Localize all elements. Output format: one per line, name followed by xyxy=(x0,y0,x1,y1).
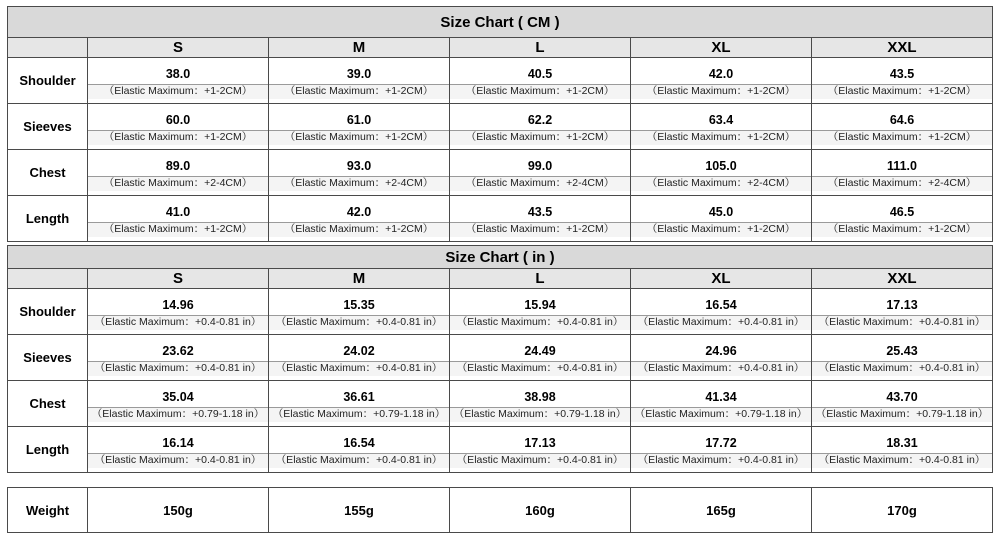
size-header-m: M xyxy=(269,269,450,289)
measurement-value: 38.0 xyxy=(165,66,191,81)
elastic-note: （Elastic Maximum：+1-2CM） xyxy=(269,222,449,237)
elastic-note: （Elastic Maximum：+0.4-0.81 in） xyxy=(812,315,992,330)
elastic-note: （Elastic Maximum：+0.4-0.81 in） xyxy=(631,361,811,376)
measurement-cell xyxy=(269,427,450,473)
measurement-value: 99.0 xyxy=(527,158,553,173)
elastic-note: （Elastic Maximum：+2-4CM） xyxy=(631,176,811,191)
row-label: Length xyxy=(8,427,88,473)
measurement-cell xyxy=(269,335,450,381)
measurement-cell xyxy=(269,196,450,242)
weight-label: Weight xyxy=(8,488,88,533)
elastic-note: （Elastic Maximum：+0.4-0.81 in） xyxy=(88,453,268,468)
inch-size-header-row xyxy=(8,269,993,289)
cm-size-header-row xyxy=(8,38,993,58)
measurement-cell xyxy=(631,381,812,427)
weight-table xyxy=(7,487,993,533)
cm-table-title: Size Chart ( CM ) xyxy=(8,7,993,38)
measurement-cell xyxy=(450,150,631,196)
measurement-cell xyxy=(88,289,269,335)
elastic-note: （Elastic Maximum：+2-4CM） xyxy=(450,176,630,191)
size-header-s: S xyxy=(88,38,269,58)
elastic-note: （Elastic Maximum：+0.4-0.81 in） xyxy=(812,453,992,468)
header-blank-cell xyxy=(8,38,88,58)
measurement-cell xyxy=(269,289,450,335)
measurement-cell xyxy=(631,58,812,104)
elastic-note: （Elastic Maximum：+0.79-1.18 in） xyxy=(631,407,811,422)
size-chart-inch-table xyxy=(7,245,993,473)
row-label: Sieeves xyxy=(8,335,88,381)
measurement-value: 105.0 xyxy=(705,158,737,173)
size-header-m: M xyxy=(269,38,450,58)
measurement-cell xyxy=(88,104,269,150)
measurement-cell xyxy=(631,427,812,473)
measurement-value: 17.13 xyxy=(524,435,556,450)
measurement-value: 43.5 xyxy=(527,204,553,219)
size-header-l: L xyxy=(450,38,631,58)
weight-value-l: 160g xyxy=(450,488,631,533)
elastic-note: （Elastic Maximum：+0.4-0.81 in） xyxy=(450,453,630,468)
measurement-value: 25.43 xyxy=(886,343,918,358)
weight-value-xl: 165g xyxy=(631,488,812,533)
row-label: Sieeves xyxy=(8,104,88,150)
measurement-value: 41.34 xyxy=(705,389,737,404)
measurement-value: 39.0 xyxy=(346,66,372,81)
elastic-note: （Elastic Maximum：+1-2CM） xyxy=(450,222,630,237)
elastic-note: （Elastic Maximum：+0.4-0.81 in） xyxy=(631,315,811,330)
size-header-xl: XL xyxy=(631,38,812,58)
measurement-cell xyxy=(812,427,993,473)
size-header-xl: XL xyxy=(631,269,812,289)
cm-row-sleeves xyxy=(8,104,993,150)
elastic-note: （Elastic Maximum：+0.79-1.18 in） xyxy=(450,407,630,422)
elastic-note: （Elastic Maximum：+0.4-0.81 in） xyxy=(88,315,268,330)
measurement-cell xyxy=(450,196,631,242)
elastic-note: （Elastic Maximum：+2-4CM） xyxy=(812,176,992,191)
measurement-cell xyxy=(88,150,269,196)
measurement-value: 46.5 xyxy=(889,204,915,219)
measurement-value: 35.04 xyxy=(162,389,194,404)
measurement-cell xyxy=(450,427,631,473)
measurement-cell xyxy=(631,150,812,196)
measurement-cell xyxy=(450,58,631,104)
weight-row xyxy=(8,488,993,533)
measurement-value: 15.35 xyxy=(343,297,375,312)
measurement-value: 15.94 xyxy=(524,297,556,312)
measurement-cell xyxy=(631,335,812,381)
measurement-cell xyxy=(631,289,812,335)
elastic-note: （Elastic Maximum：+0.4-0.81 in） xyxy=(450,315,630,330)
measurement-value: 60.0 xyxy=(165,112,191,127)
measurement-cell xyxy=(812,289,993,335)
measurement-cell xyxy=(812,150,993,196)
measurement-cell xyxy=(812,58,993,104)
cm-row-shoulder xyxy=(8,58,993,104)
measurement-cell xyxy=(631,104,812,150)
measurement-cell xyxy=(269,104,450,150)
elastic-note: （Elastic Maximum：+1-2CM） xyxy=(812,222,992,237)
row-label: Shoulder xyxy=(8,289,88,335)
weight-value-xxl: 170g xyxy=(812,488,993,533)
cm-row-chest xyxy=(8,150,993,196)
elastic-note: （Elastic Maximum：+0.4-0.81 in） xyxy=(631,453,811,468)
measurement-value: 62.2 xyxy=(527,112,553,127)
measurement-cell xyxy=(450,289,631,335)
elastic-note: （Elastic Maximum：+1-2CM） xyxy=(88,130,268,145)
elastic-note: （Elastic Maximum：+0.4-0.81 in） xyxy=(269,315,449,330)
inch-row-shoulder xyxy=(8,289,993,335)
inch-row-length xyxy=(8,427,993,473)
measurement-value: 16.14 xyxy=(162,435,194,450)
measurement-cell xyxy=(812,335,993,381)
measurement-cell xyxy=(88,427,269,473)
measurement-value: 36.61 xyxy=(343,389,375,404)
measurement-cell xyxy=(631,196,812,242)
measurement-value: 23.62 xyxy=(162,343,194,358)
measurement-cell xyxy=(88,381,269,427)
size-header-xxl: XXL xyxy=(812,38,993,58)
elastic-note: （Elastic Maximum：+1-2CM） xyxy=(88,222,268,237)
size-header-s: S xyxy=(88,269,269,289)
elastic-note: （Elastic Maximum：+1-2CM） xyxy=(631,130,811,145)
measurement-value: 43.70 xyxy=(886,389,918,404)
elastic-note: （Elastic Maximum：+1-2CM） xyxy=(631,222,811,237)
weight-value-m: 155g xyxy=(269,488,450,533)
measurement-cell xyxy=(269,58,450,104)
measurement-cell xyxy=(812,104,993,150)
measurement-value: 93.0 xyxy=(346,158,372,173)
elastic-note: （Elastic Maximum：+2-4CM） xyxy=(269,176,449,191)
row-label: Length xyxy=(8,196,88,242)
measurement-value: 89.0 xyxy=(165,158,191,173)
measurement-value: 38.98 xyxy=(524,389,556,404)
row-label: Chest xyxy=(8,150,88,196)
measurement-cell xyxy=(88,335,269,381)
measurement-value: 18.31 xyxy=(886,435,918,450)
measurement-value: 61.0 xyxy=(346,112,372,127)
measurement-value: 24.96 xyxy=(705,343,737,358)
measurement-value: 14.96 xyxy=(162,297,194,312)
measurement-value: 24.49 xyxy=(524,343,556,358)
measurement-cell xyxy=(450,381,631,427)
elastic-note: （Elastic Maximum：+2-4CM） xyxy=(88,176,268,191)
row-label: Chest xyxy=(8,381,88,427)
elastic-note: （Elastic Maximum：+0.79-1.18 in） xyxy=(269,407,449,422)
measurement-value: 40.5 xyxy=(527,66,553,81)
measurement-value: 45.0 xyxy=(708,204,734,219)
measurement-value: 17.72 xyxy=(705,435,737,450)
measurement-value: 16.54 xyxy=(343,435,375,450)
measurement-value: 17.13 xyxy=(886,297,918,312)
measurement-cell xyxy=(812,381,993,427)
measurement-value: 42.0 xyxy=(708,66,734,81)
measurement-value: 64.6 xyxy=(889,112,915,127)
elastic-note: （Elastic Maximum：+0.4-0.81 in） xyxy=(269,453,449,468)
weight-value-s: 150g xyxy=(88,488,269,533)
measurement-value: 16.54 xyxy=(705,297,737,312)
inch-row-sleeves xyxy=(8,335,993,381)
measurement-value: 43.5 xyxy=(889,66,915,81)
measurement-value: 42.0 xyxy=(346,204,372,219)
header-blank-cell xyxy=(8,269,88,289)
elastic-note: （Elastic Maximum：+0.4-0.81 in） xyxy=(450,361,630,376)
elastic-note: （Elastic Maximum：+1-2CM） xyxy=(269,130,449,145)
elastic-note: （Elastic Maximum：+1-2CM） xyxy=(450,84,630,99)
measurement-cell xyxy=(88,58,269,104)
measurement-value: 111.0 xyxy=(887,158,917,173)
elastic-note: （Elastic Maximum：+0.79-1.18 in） xyxy=(88,407,268,422)
elastic-note: （Elastic Maximum：+0.4-0.81 in） xyxy=(269,361,449,376)
size-header-xxl: XXL xyxy=(812,269,993,289)
cm-row-length xyxy=(8,196,993,242)
elastic-note: （Elastic Maximum：+1-2CM） xyxy=(88,84,268,99)
elastic-note: （Elastic Maximum：+0.79-1.18 in） xyxy=(812,407,992,422)
row-label: Shoulder xyxy=(8,58,88,104)
measurement-cell xyxy=(88,196,269,242)
measurement-value: 41.0 xyxy=(165,204,191,219)
elastic-note: （Elastic Maximum：+1-2CM） xyxy=(269,84,449,99)
measurement-cell xyxy=(812,196,993,242)
elastic-note: （Elastic Maximum：+1-2CM） xyxy=(812,84,992,99)
measurement-value: 24.02 xyxy=(343,343,375,358)
measurement-cell xyxy=(450,104,631,150)
elastic-note: （Elastic Maximum：+1-2CM） xyxy=(812,130,992,145)
inch-row-chest xyxy=(8,381,993,427)
size-chart-cm-table xyxy=(7,6,993,242)
measurement-cell xyxy=(269,381,450,427)
elastic-note: （Elastic Maximum：+0.4-0.81 in） xyxy=(812,361,992,376)
measurement-value: 63.4 xyxy=(708,112,734,127)
elastic-note: （Elastic Maximum：+1-2CM） xyxy=(631,84,811,99)
inch-table-title: Size Chart ( in ) xyxy=(8,246,993,269)
elastic-note: （Elastic Maximum：+0.4-0.81 in） xyxy=(88,361,268,376)
elastic-note: （Elastic Maximum：+1-2CM） xyxy=(450,130,630,145)
size-header-l: L xyxy=(450,269,631,289)
measurement-cell xyxy=(269,150,450,196)
measurement-cell xyxy=(450,335,631,381)
